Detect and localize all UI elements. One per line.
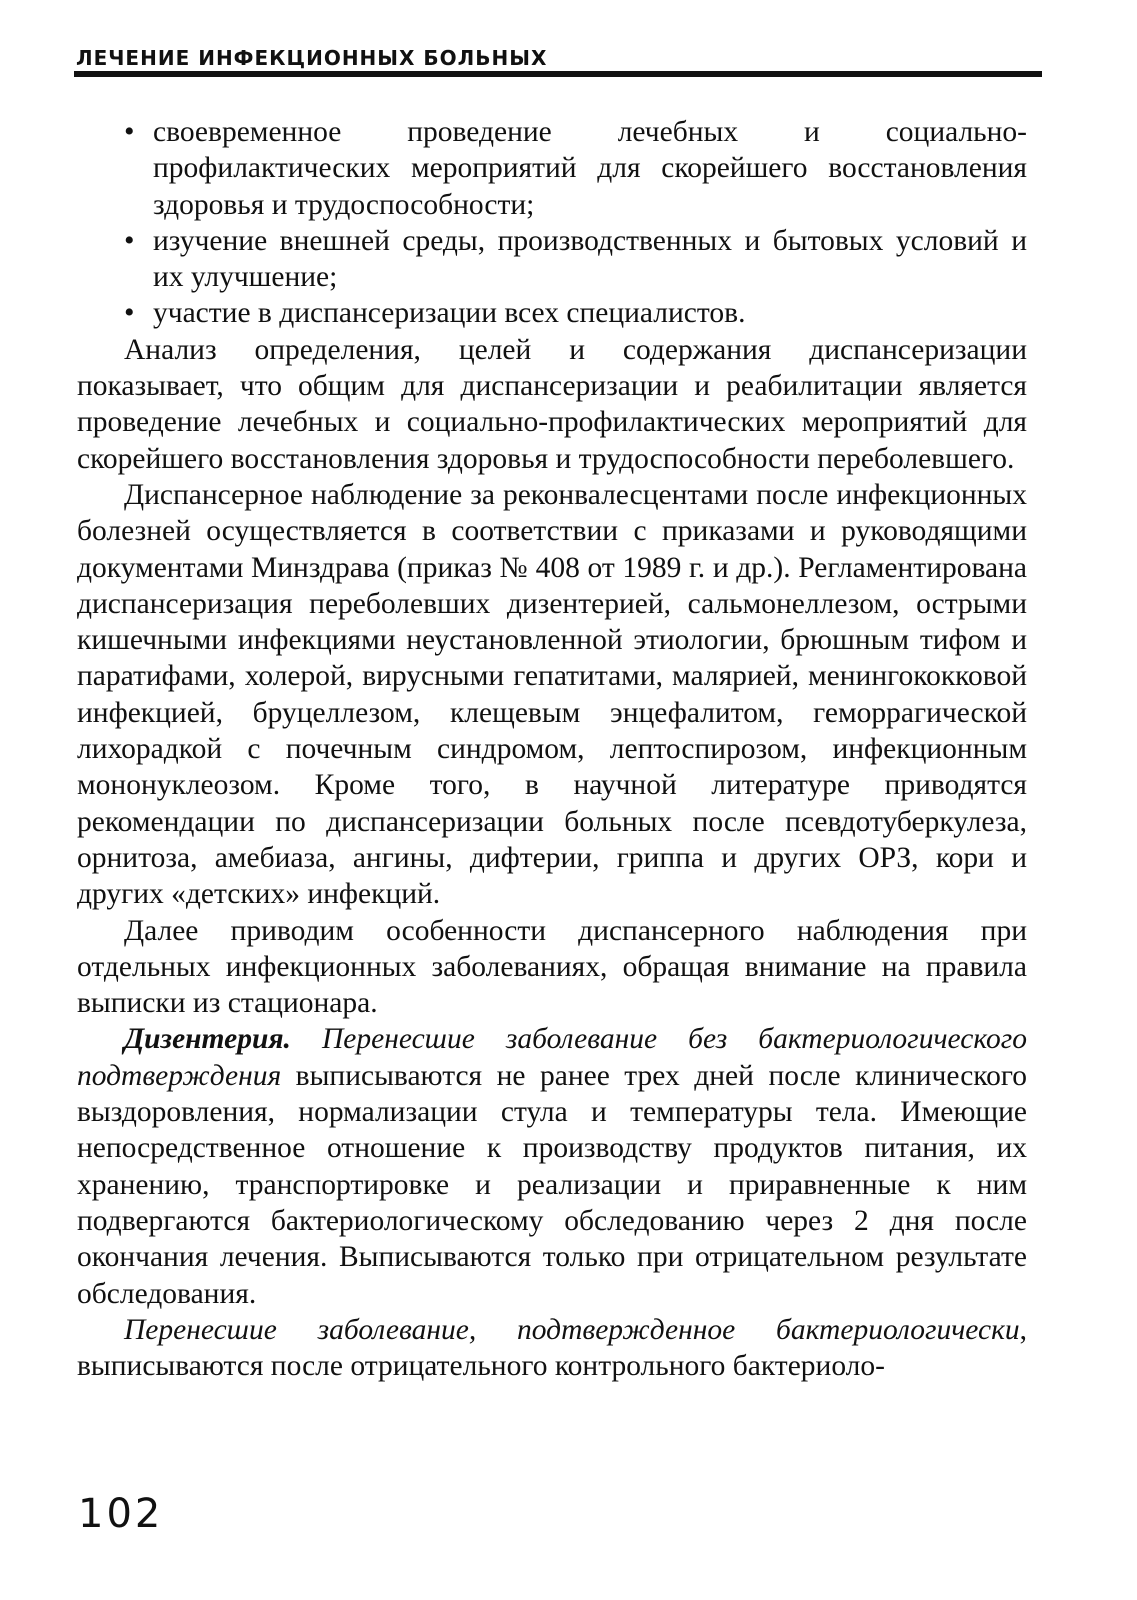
page-number: 102: [78, 1491, 164, 1537]
paragraph-body: выписываются не ранее трех дней после клинического выздоровления, нормализации стула и температуры тела. Имеющие непосредственное отношение к производству продуктов питания, их хранению, транспортировке и реализации и приравненные к ним подвергаются бактериологическому обследованию через 2 дня после окончания лечения. Выписываются только при отрицательном результате обследования.: [77, 1059, 1027, 1310]
paragraph-body: , выписываются после отрицательного контрольного бактериоло-: [77, 1313, 1027, 1383]
italic-lead: Перенесшие заболевание, подтвержденное бактериологически: [124, 1313, 1020, 1346]
header-rule: [74, 71, 1042, 77]
paragraph-dysentery: [77, 1021, 1027, 1311]
paragraph-further: Далее приводим особенности диспансерного наблюдения при отдельных инфекционных заболеваниях, обращая внимание на правила выписки из стационара.: [77, 914, 1027, 1020]
paragraph-observation: Диспансерное наблюдение за реконвалесцентами после инфекционных болезней осуществляется в соответствии с приказами и руководящими документами Минздрава (приказ № 408 от 1989 г. и др.). Регламентирована диспансеризация переболевших дизентерией, сальмонеллезом, острыми кишечными инфекциями неустановленной этиологии, брюшным тифом и паратифами, холерой, вирусными гепатитами, малярией, менингококковой инфекцией, бруцеллезом, клещевым энцефалитом, геморрагической лихорадкой с почечным синдромом, лептоспирозом, инфекционным мононуклеозом. Кроме того, в научной литературе приводятся рекомендации по диспансеризации больных после псевдотуберкулеза, орнитоза, амебиаза, ангины, дифтерии, гриппа и других ОРЗ, кори и других «детских» инфекций.: [77, 478, 1027, 911]
bullet-list: [77, 114, 1027, 332]
list-item: • изучение внешней среды, производственных и бытовых условий и их улучшение;: [77, 223, 1027, 296]
list-item: • своевременное проведение лечебных и социально-профилактических мероприятий для скорейшего восстановления здоровья и трудоспособности;: [77, 114, 1027, 223]
running-header: ЛЕЧЕНИЕ ИНФЕКЦИОННЫХ БОЛЬНЫХ: [76, 46, 548, 70]
paragraph-analysis: Анализ определения, целей и содержания диспансеризации показывает, что общим для диспансеризации и реабилитации является проведение лечебных и социально-профилактических мероприятий для скорейшего восстановления здоровья и трудоспособности переболевшего.: [77, 333, 1027, 475]
list-item: • участие в диспансеризации всех специалистов.: [77, 295, 1027, 331]
text-block: [77, 114, 1027, 1384]
paragraph-confirmed: [77, 1312, 1027, 1385]
italic-lead: Перенесшие заболевание без бактериологического подтверждения: [77, 1023, 1028, 1092]
section-heading-dysentery: Дизентерия.: [124, 1023, 291, 1056]
